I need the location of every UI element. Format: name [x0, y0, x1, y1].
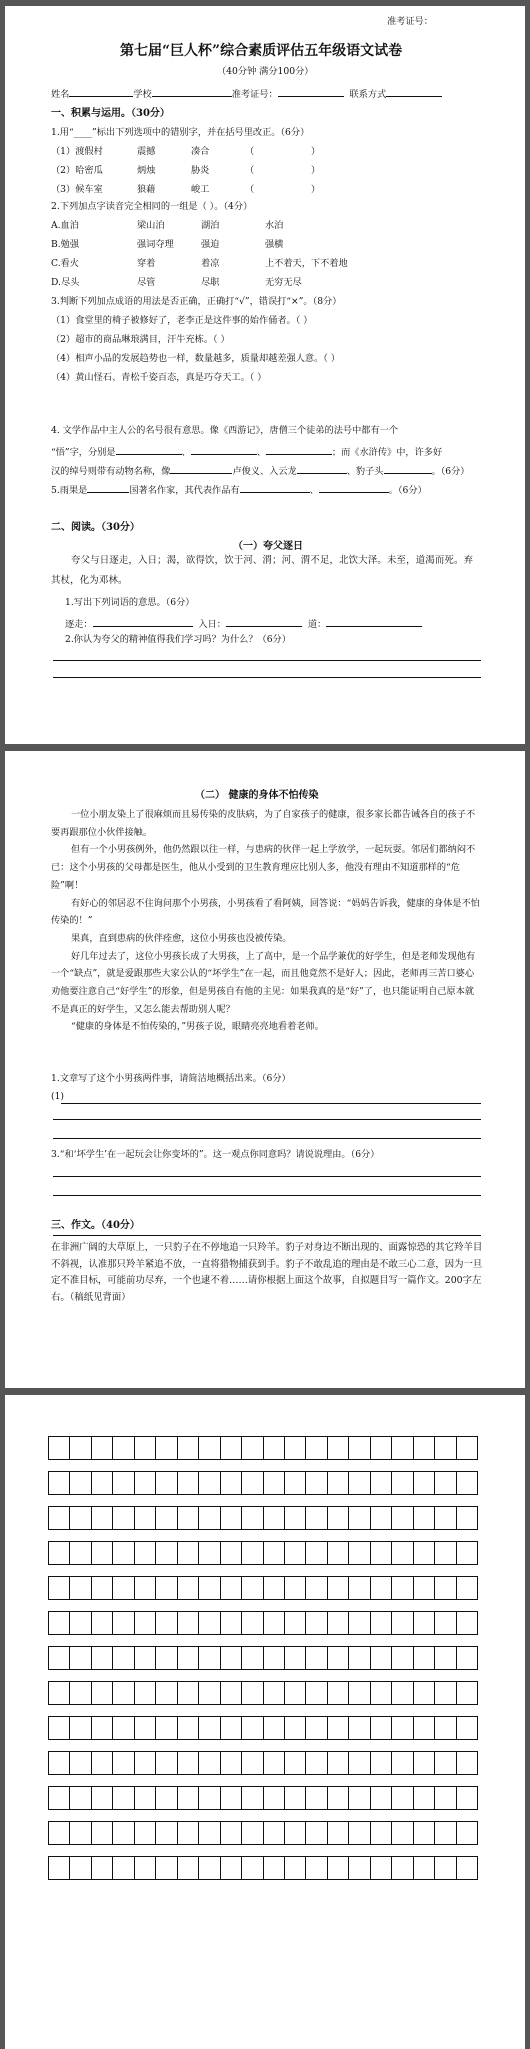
q2-option-cell: 强横: [265, 239, 284, 250]
grid-line: [48, 1669, 478, 1670]
grid-line: [48, 1716, 478, 1717]
reading-1-q1-blanks: 逐走： 入日： 道：: [65, 616, 422, 631]
section-3-heading: 三、作文。（40分）: [51, 1220, 140, 1231]
reading-1-title: （一）夸父逐日: [233, 541, 303, 552]
grid-row[interactable]: [48, 1751, 478, 1774]
blank[interactable]: [326, 616, 422, 627]
essay-prompt: 在非洲广阔的大草原上，一只豹子在不停地追一只羚羊。豹子对身边不断出现的、面露惊恐的其它羚羊目不斜视，认准那只羚羊紧追不放，一直将猎物捕获到手。豹子不敢乱追的理由是不敢三心二意，因为一旦定不准目标，可能前功尽弃，一个也逮不着……请你根据上面这个故事，自拟题目写一篇作文。200字左右。（稿纸见背面）: [51, 1242, 483, 1303]
q4-line-2: “悟”字，分别是 、 、 ；而《水浒传》中，许多好: [51, 444, 442, 459]
q4-line-1: 4. 文学作品中主人公的名号很有意思。像《西游记》，唐僧三个徒弟的法号中都有一个: [51, 425, 399, 436]
grid-line: [48, 1774, 478, 1775]
exam-id-blank[interactable]: [278, 86, 344, 97]
reading-1-q2: 2.你认为夸父的精神值得我们学习吗？为什么？（6分）: [65, 634, 291, 645]
blank[interactable]: [266, 444, 332, 455]
reading-1-q1: 1.写出下列词语的意思。（6分）: [65, 597, 195, 608]
q2-option-cell: 梁山泊: [137, 220, 165, 231]
q1-cell: （: [245, 165, 255, 176]
q2-option-cell: 水泊: [265, 220, 284, 231]
grid-row[interactable]: [48, 1821, 478, 1844]
reading-2-paragraph: 果真，直到患病的伙伴痊愈，这位小男孩也没被传染。: [71, 932, 292, 944]
grid-line: [48, 1576, 478, 1577]
reading-2-text: [51, 806, 483, 1036]
answer-line[interactable]: [53, 660, 481, 661]
grid-line: [48, 1786, 478, 1787]
grid-line: [48, 1844, 478, 1845]
q2-option-cell: 上不着天，下不着地: [265, 258, 348, 269]
blank[interactable]: [170, 463, 232, 474]
grid-row[interactable]: [48, 1436, 478, 1459]
exam-page-2: [5, 751, 525, 1388]
grid-line: [48, 1494, 478, 1495]
reading-2-paragraph: 有好心的邻居忍不住询问那个小男孩，小男孩看了看阿姨，回答说：“妈妈告诉我，健康的身体是不怕传染的！”: [51, 897, 480, 927]
q1-cell: （2）哈密瓜: [51, 165, 103, 176]
blank[interactable]: [240, 482, 310, 493]
grid-line: [48, 1751, 478, 1752]
q5-line: 5.雨果是 国著名作家，其代表作品有 、 。（6分）: [51, 482, 427, 497]
q2-option-cell: 湖泊: [201, 220, 220, 231]
reading-2-title: （二） 健康的身体不怕传染: [195, 790, 319, 801]
grid-line: [48, 1634, 478, 1635]
grid-row[interactable]: [48, 1786, 478, 1809]
exam-page-3-writing-grid: [5, 1395, 525, 2049]
q2-prompt: 2.下列加点字读音完全相同的一组是（ ）。（4分）: [51, 201, 253, 212]
exam-number-label: 准考证号：: [387, 16, 433, 27]
grid-line: [48, 1821, 478, 1822]
q1-cell: ）: [311, 165, 321, 176]
q1-cell: 狼藉: [137, 184, 156, 195]
writing-grid[interactable]: [5, 1395, 525, 2049]
grid-row[interactable]: [48, 1576, 478, 1599]
reading-2-q3: 3.“和‘坏学生’在一起玩会让你变坏的”。这一观点你同意吗？请说说理由。（6分）: [51, 1149, 380, 1160]
grid-line: [48, 1611, 478, 1612]
reading-2-paragraph: 一位小朋友染上了很麻烦而且易传染的皮肤病，为了自家孩子的健康，很多家长都告诫各自的孩子不要再跟那位小伙伴接触。: [51, 809, 476, 838]
q3-item: （2）超市的商品琳琅满目，汗牛充栋。（ ）: [51, 334, 230, 345]
grid-line: [48, 1564, 478, 1565]
q4-line-3: 汉的绰号则带有动物名称，像 卢俊义、入云龙 、豹子头 。（6分）: [51, 463, 470, 478]
q2-option-cell: C.看火: [51, 258, 79, 269]
section-2-heading: 二、阅读。（30分）: [51, 522, 140, 533]
q1-cell: ）: [311, 146, 321, 157]
q2-option-cell: D.尽头: [51, 277, 80, 288]
grid-line: [48, 1646, 478, 1647]
grid-line: [48, 1809, 478, 1810]
exam-page-1: [5, 6, 525, 744]
q2-option-cell: 穿着: [137, 258, 156, 269]
answer-line[interactable]: [53, 1119, 481, 1120]
blank[interactable]: [297, 463, 347, 474]
grid-row[interactable]: [48, 1716, 478, 1739]
q2-option-cell: B.勉强: [51, 239, 80, 250]
grid-line: [48, 1541, 478, 1542]
grid-row[interactable]: [48, 1611, 478, 1634]
answer-line[interactable]: [53, 1195, 481, 1196]
grid-line: [48, 1599, 478, 1600]
answer-line[interactable]: [53, 677, 481, 678]
reading-1-text: 夸父与日逐走，入日；渴，欲得饮，饮于河、渭；河、渭不足，北饮大泽。未至，道渴而死。弃其杖，化为邓林。: [51, 555, 474, 586]
q1-prompt: 1.用“____”标出下列选项中的错别字，并在括号里改正。（6分）: [51, 127, 310, 138]
reading-2-q1: 1.文章写了这个小男孩两件事，请简洁地概括出来。（6分）: [51, 1073, 291, 1084]
contact-label: 联系方式: [349, 89, 387, 100]
grid-row[interactable]: [48, 1471, 478, 1494]
q2-option-cell: 尽职: [201, 277, 220, 288]
reading-2-q1-item: (1): [51, 1091, 65, 1102]
q2-option-cell: 强迫: [201, 239, 220, 250]
exam-id-label: 准考证号：: [231, 89, 278, 100]
section-1-heading: 一、积累与运用。（30分）: [51, 108, 170, 119]
q1-cell: 凑合: [191, 146, 210, 157]
grid-line: [48, 1856, 478, 1857]
school-label: 学校: [133, 89, 152, 100]
contact-blank[interactable]: [386, 86, 442, 97]
grid-line: [48, 1681, 478, 1682]
name-label: 姓名: [51, 89, 70, 100]
grid-row[interactable]: [48, 1646, 478, 1669]
grid-row[interactable]: [48, 1856, 478, 1879]
q1-cell: （3）候车室: [51, 184, 103, 195]
q1-cell: 胁炎: [191, 165, 210, 176]
blank[interactable]: [116, 444, 182, 455]
q2-option-cell: 无穷无尽: [265, 277, 302, 288]
q2-option-cell: 强词夺理: [137, 239, 174, 250]
answer-line[interactable]: [53, 1138, 481, 1139]
grid-line: [48, 1459, 478, 1460]
grid-line: [48, 1471, 478, 1472]
heading-rule: [53, 1235, 481, 1236]
q1-cell: 峻工: [191, 184, 210, 195]
blank[interactable]: [191, 444, 257, 455]
q3-item: （1）食堂里的椅子被修好了，老李正是这件事的始作俑者。（ ）: [51, 315, 313, 326]
grid-row[interactable]: [48, 1541, 478, 1564]
blank[interactable]: [384, 463, 432, 474]
q1-cell: （: [245, 184, 255, 195]
reading-2-paragraph: 好几年过去了，这位小男孩长成了大男孩，上了高中，是一个品学兼优的好学生，但是老师发现他有一个“缺点”，就是爱跟那些大家公认的“坏学生”在一起，而且他竟然不是好人；因此，老师再三苦口婆心劝他要注意自己“好学生”的形象，但是男孩自有他的主见：如果我真的是“好”了，也只能证明自己原本就不是真正的好学生，又怎么能去帮助别人呢？: [51, 950, 476, 1015]
q1-cell: 震撼: [137, 146, 156, 157]
grid-line: [48, 1436, 478, 1437]
grid-line: [48, 1739, 478, 1740]
grid-line: [48, 1506, 478, 1507]
grid-line: [48, 1879, 478, 1880]
student-info-row: [51, 86, 442, 101]
q1-cell: ）: [311, 184, 321, 195]
grid-line: [48, 1704, 478, 1705]
q2-option-cell: A.血泊: [51, 220, 79, 231]
answer-line[interactable]: [53, 1176, 481, 1177]
q2-option-cell: 尽管: [137, 277, 156, 288]
blank[interactable]: [87, 482, 129, 493]
school-blank[interactable]: [152, 86, 232, 97]
answer-line[interactable]: [61, 1103, 481, 1104]
blank[interactable]: [226, 616, 302, 627]
reading-2-paragraph: 但有一个小男孩例外，他仍然跟以往一样，与患病的伙伴一起上学放学，一起玩耍。邻居们都纳闷不已：这个小男孩的父母都是医生，他从小受到的卫生教育理应比别人多，他没有理由不知道那样的“危险”啊！: [51, 844, 476, 891]
q1-cell: 炳烛: [137, 165, 156, 176]
q1-cell: （: [245, 146, 255, 157]
reading-2-paragraph: “健康的身体是不怕传染的，”男孩子说，眼睛亮亮地看着老师。: [71, 1021, 324, 1033]
exam-duration: （40分钟 满分100分）: [217, 66, 314, 77]
q3-item: （4）相声小品的发展趋势也一样，数量越多，质量却越差强人意。（ ）: [51, 353, 340, 364]
name-blank[interactable]: [69, 86, 133, 97]
grid-row[interactable]: [48, 1506, 478, 1529]
blank[interactable]: [319, 482, 389, 493]
exam-title: 第七届“巨人杯”综合素质评估五年级语文试卷: [120, 43, 403, 59]
grid-line: [48, 1529, 478, 1530]
q3-prompt: 3.判断下列加点成语的用法是否正确，正确打“√”，错误打“×”。（8分）: [51, 296, 342, 307]
blank[interactable]: [93, 616, 193, 627]
q2-option-cell: 着凉: [201, 258, 220, 269]
grid-row[interactable]: [48, 1681, 478, 1704]
q1-cell: （1）渡假村: [51, 146, 103, 157]
q3-item: （4）黄山怪石、青松千姿百态，真是巧夺天工。（ ）: [51, 372, 267, 383]
